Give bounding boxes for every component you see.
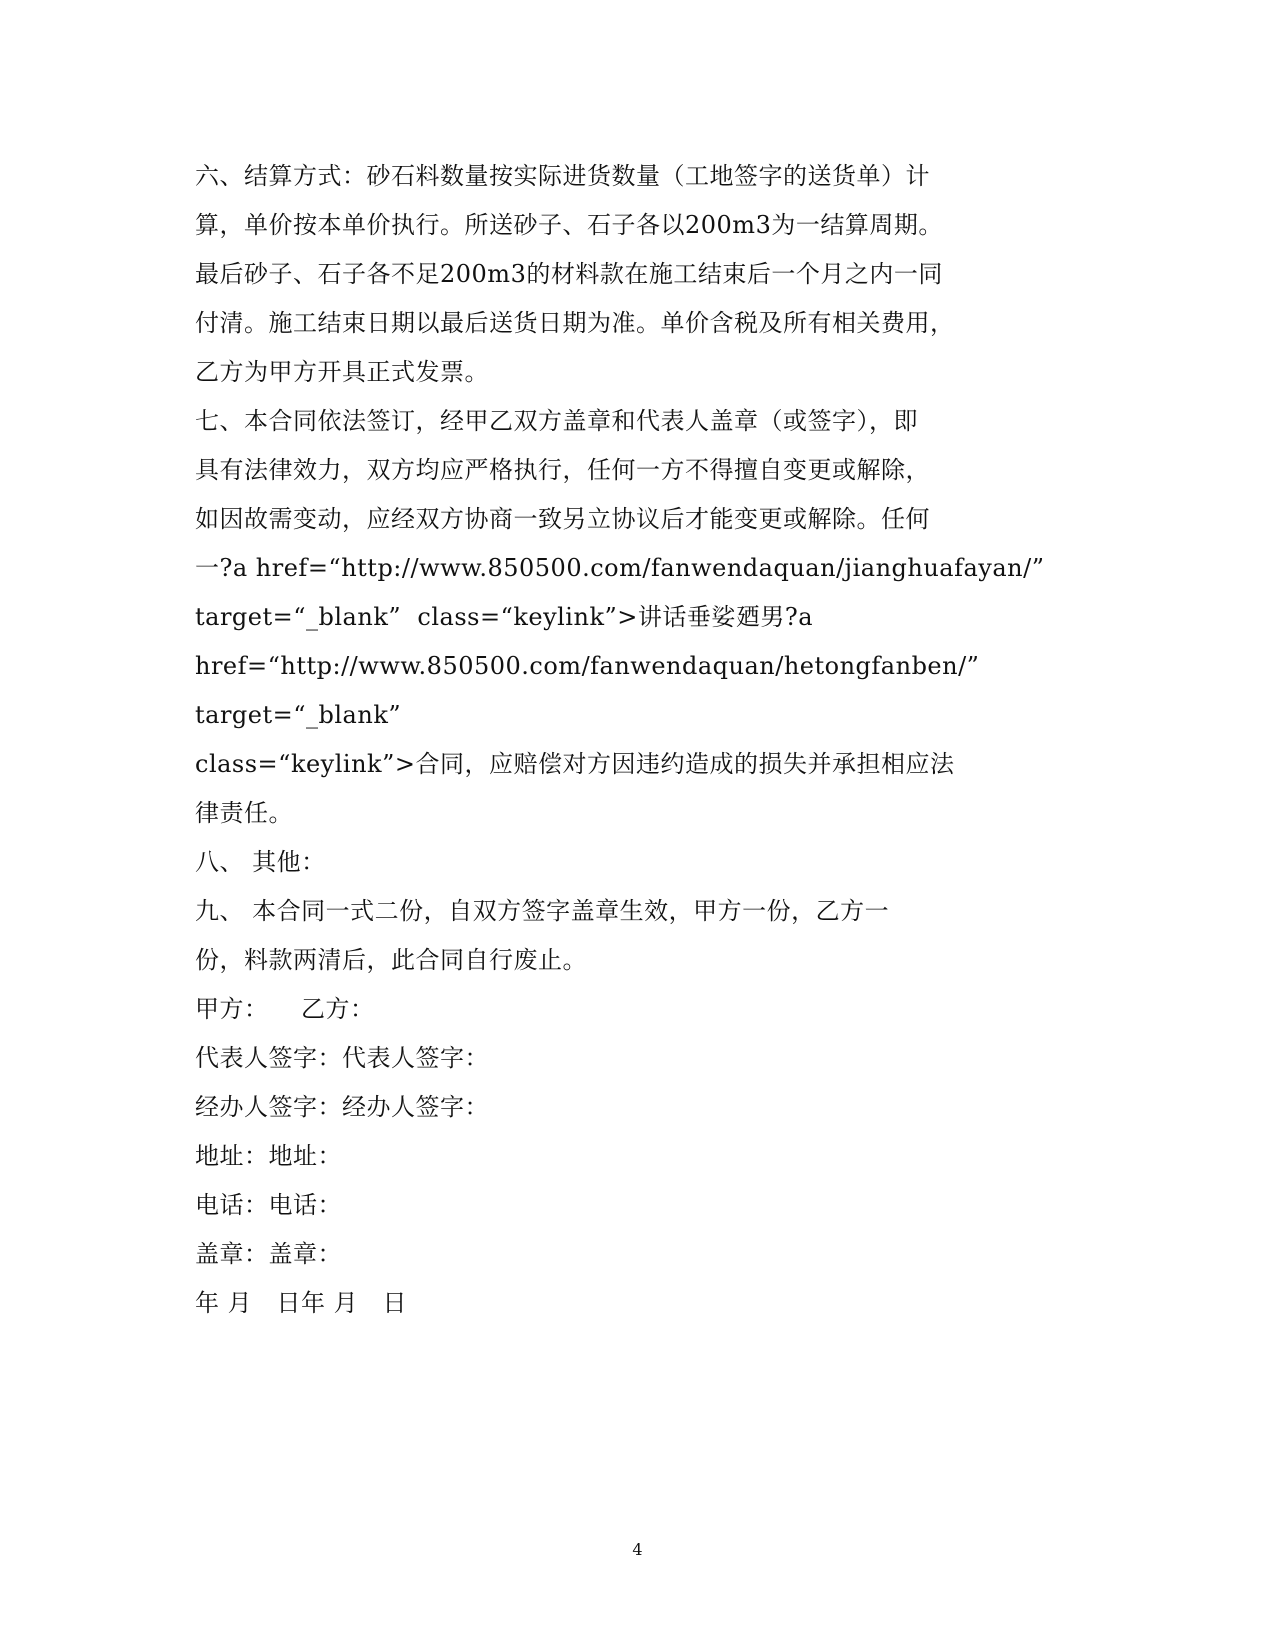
text-line: 付清。施工结束日期以最后送货日期为准。单价含税及所有相关费用，	[195, 309, 955, 337]
text-line: 最后砂子、石子各不足200m3的材料款在施工结束后一个月之内一同	[195, 260, 943, 288]
text-line: 六、结算方式：砂石料数量按实际进货数量（工地签字的送货单）计	[195, 162, 930, 190]
contract-text	[195, 152, 1205, 1328]
text-line: 经办人签字：经办人签字：	[195, 1093, 489, 1121]
text-line: 份，料款两清后，此合同自行废止。	[195, 946, 587, 974]
text-line: class=“keylink”>合同，应赔偿对方因违约造成的损失并承担相应法	[195, 750, 955, 778]
text-line: 如因故需变动，应经双方协商一致另立协议后才能变更或解除。任何	[195, 505, 930, 533]
text-line: 地址：地址：	[195, 1142, 342, 1170]
text-line: 八、 其他：	[195, 848, 326, 876]
text-line: 年 月 日年 月 日	[195, 1289, 408, 1317]
text-line: 律责任。	[195, 799, 293, 827]
text-line: 甲方： 乙方：	[195, 995, 375, 1023]
text-line: 七、本合同依法签订，经甲乙双方盖章和代表人盖章（或签字），即	[195, 407, 918, 435]
text-line: 盖章：盖章：	[195, 1240, 342, 1268]
text-line: target=“_blank”	[195, 701, 402, 729]
text-line: 代表人签字：代表人签字：	[195, 1044, 489, 1072]
page-number: 4	[632, 1540, 643, 1559]
text-line: 一?a href=“http://www.850500.com/fanwendaquan/jianghuafayan/”	[195, 554, 1045, 582]
text-line: 电话：电话：	[195, 1191, 342, 1219]
text-line: 算，单价按本单价执行。所送砂子、石子各以200m3为一结算周期。	[195, 211, 943, 239]
text-line: target=“_blank” class=“keylink”>讲话垂娑廼男?a	[195, 603, 814, 631]
text-line: 乙方为甲方开具正式发票。	[195, 358, 489, 386]
text-line: href=“http://www.850500.com/fanwendaquan/hetongfanben/”	[195, 652, 980, 680]
text-line: 九、 本合同一式二份，自双方签字盖章生效，甲方一份，乙方一	[195, 897, 890, 925]
text-line: 具有法律效力，双方均应严格执行，任何一方不得擅自变更或解除，	[195, 456, 930, 484]
